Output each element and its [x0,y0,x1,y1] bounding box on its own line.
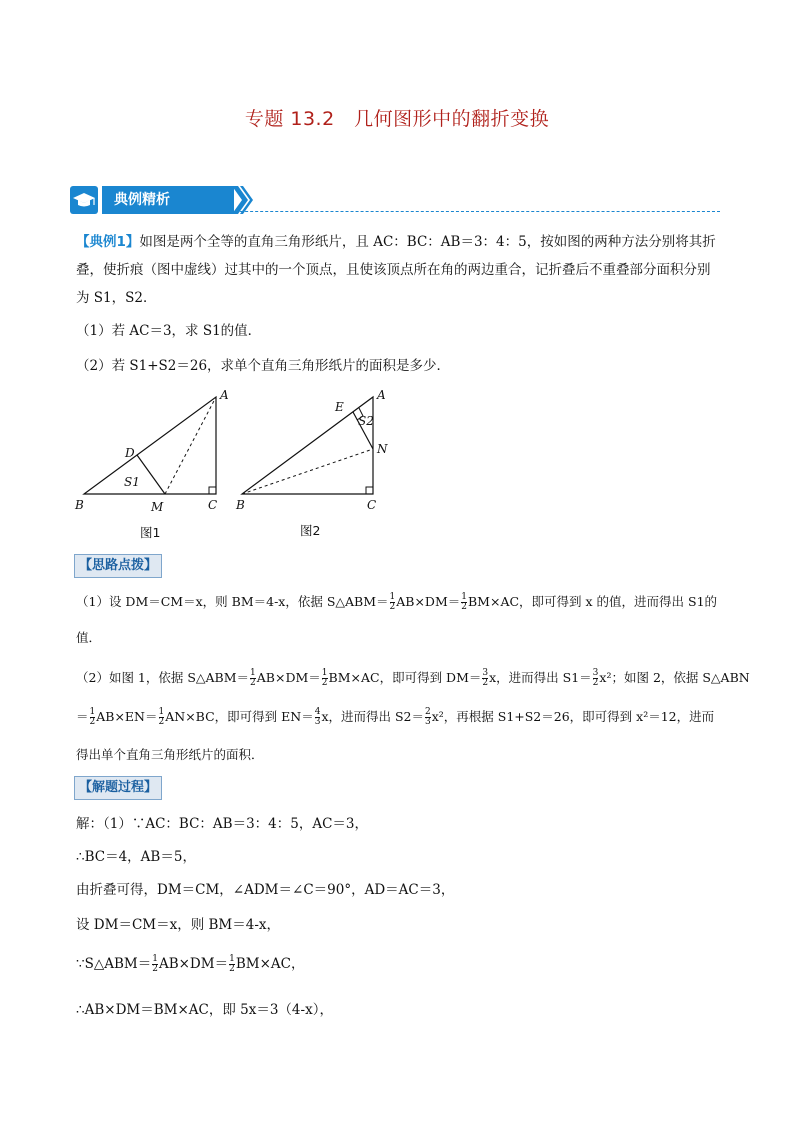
section-header [70,185,720,215]
fig2-label-S2: S2 [358,414,374,428]
fig1-caption: 图1 [140,525,161,540]
hint-line-2: 值． [76,630,102,645]
fig1-label-B: B [75,498,84,512]
hint-tag: 【思路点拨】 [74,554,162,578]
solution-line-1: 解：（1）∵AC：BC：AB＝3：4：5，AC＝3， [76,816,369,832]
fig2-label-C: C [367,498,377,512]
fig1-label-M: M [151,500,164,514]
fig2-label-N: N [377,442,388,456]
graduation-cap-icon [70,186,98,214]
solution-line-2: ∴BC＝4，AB＝5， [76,849,196,865]
hint-line-5: 得出单个直角三角形纸片的面积． [76,747,264,762]
hint-line-4: ＝ $\frac{1}{2}$ AB×EN＝ $\frac{1}{2}$ AN×BC，即可得到 EN＝ $\frac{4}{3}$ x，进而得出 S2＝ $\frac{2}{3}$ x²，再根据 S1+S2＝26，即可得到 x²＝12，进而 [76,707,715,727]
fig1-label-A: A [220,388,229,402]
solution-line-4: 设 DM＝CM＝x，则 BM＝4-x， [76,917,281,933]
question-2: （2）若 S1+S2＝26，求单个直角三角形纸片的面积是多少． [76,358,451,374]
example-body: 如图是两个全等的直角三角形纸片，且 AC：BC：AB＝3：4：5，按如图的两种方法分别将其折叠，使折痕（图中虚线）过其中的一个顶点，且使该顶点所在角的两边重合，记折叠后不重叠部分面积分别为 S1，S2． [76,234,716,306]
hint-line-3: （2）如图 1，依据 S△ABM＝ $\frac{1}{2}$ AB×DM＝ $\frac{1}{2}$ BM×AC，即可得到 DM＝ $\frac{3}{2}$ x，进而得出 S1＝ $\frac{3}{2}$ x²；如图 2，依据 S△ABN [76,668,750,688]
fig1-label-S1: S1 [124,475,140,489]
solution-line-6: ∴AB×DM＝BM×AC，即 5x＝3（4-x）， [76,1002,333,1018]
figure-1 [74,388,229,540]
fig2-label-E: E [335,400,344,414]
fig1-label-C: C [208,498,218,512]
figure-2 [235,388,388,538]
solution-line-3: 由折叠可得，DM＝CM，∠ADM＝∠C＝90°，AD＝AC＝3， [76,882,455,898]
example-text [76,228,721,312]
question-1: （1）若 AC＝3，求 S1的值． [76,323,262,339]
section-label: 典例精析 [102,186,234,214]
example-tag: 【典例1】 [76,234,140,250]
fig2-label-B: B [236,498,245,512]
fig2-label-A: A [377,388,386,402]
hint-line-1: （1）设 DM＝CM＝x，则 BM＝4-x，依据 S△ABM＝ $\frac{1}{2}$ AB×DM＝ $\frac{1}{2}$ BM×AC，即可得到 x 的值，进而得出 S1的 [76,592,718,612]
figures [70,385,410,550]
fig1-label-D: D [125,446,135,460]
solution-line-5: ∵S△ABM＝ $\frac{1}{2}$ AB×DM＝ $\frac{1}{2}$ BM×AC， [76,954,305,974]
section-divider [220,211,720,212]
fig2-caption: 图2 [300,523,321,538]
solution-tag: 【解题过程】 [74,776,162,800]
page-title: 专题 13.2 几何图形中的翻折变换 [244,108,550,130]
